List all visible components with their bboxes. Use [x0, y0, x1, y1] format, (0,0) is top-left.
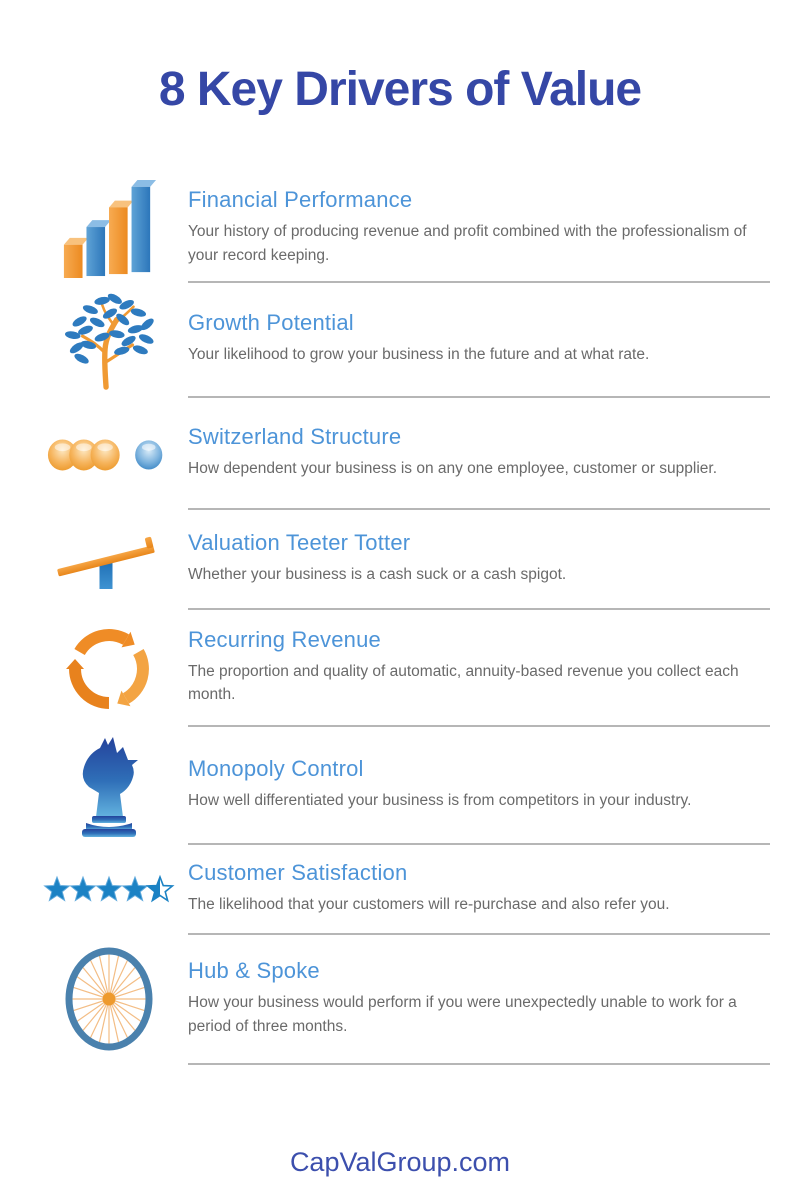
circular-arrows-icon: [30, 610, 188, 727]
driver-row-monopoly-control: [30, 727, 770, 845]
driver-row-growth-potential: [30, 283, 770, 398]
driver-description: Your likelihood to grow your business in the future and at what rate.: [188, 346, 650, 364]
driver-description: How dependent your business is on any one employee, customer or supplier.: [188, 459, 718, 477]
driver-title: Customer Satisfaction: [188, 859, 408, 885]
driver-row-financial-performance: [30, 175, 770, 283]
driver-title: Recurring Revenue: [188, 626, 381, 652]
driver-content: [188, 398, 770, 510]
driver-title: Financial Performance: [188, 187, 413, 213]
driver-content: [188, 610, 770, 727]
driver-content: [188, 727, 770, 845]
driver-description: How your business would perform if you were unexpectedly unable to work for a period of three months.: [188, 994, 737, 1035]
driver-description: How well differentiated your business is from competitors in your industry.: [188, 791, 692, 809]
driver-row-switzerland-structure: [30, 398, 770, 510]
driver-content: [188, 845, 770, 935]
wheel-icon: [30, 935, 188, 1065]
driver-description: The likelihood that your customers will re-purchase and also refer you.: [188, 895, 670, 913]
driver-title: Valuation Teeter Totter: [188, 529, 411, 555]
spheres-icon: [30, 398, 188, 510]
driver-description: Whether your business is a cash suck or a cash spigot.: [188, 565, 567, 583]
driver-row-customer-satisfaction: [30, 845, 770, 935]
driver-title: Monopoly Control: [188, 755, 364, 781]
driver-list: [30, 175, 770, 1065]
seesaw-icon: [30, 510, 188, 610]
driver-description: The proportion and quality of automatic, annuity-based revenue you collect each month.: [188, 662, 739, 703]
footer-website-link[interactable]: CapValGroup.com: [289, 1147, 511, 1177]
driver-content: [188, 283, 770, 398]
driver-row-recurring-revenue: [30, 610, 770, 727]
star-rating-icon: [30, 845, 188, 935]
driver-content: [188, 510, 770, 610]
driver-row-hub-and-spoke: [30, 935, 770, 1065]
driver-title: Growth Potential: [188, 310, 354, 336]
bar-chart-icon: [30, 175, 188, 283]
chess-knight-icon: [30, 727, 188, 845]
driver-title: Hub & Spoke: [188, 958, 320, 984]
driver-content: [188, 175, 770, 283]
tree-icon: [30, 283, 188, 398]
driver-row-valuation-teeter-totter: [30, 510, 770, 610]
driver-description: Your history of producing revenue and profit combined with the professionalism of your record keeping.: [188, 223, 747, 264]
driver-content: [188, 935, 770, 1065]
page-title: 8 Key Drivers of Value: [158, 63, 642, 116]
driver-title: Switzerland Structure: [188, 423, 402, 449]
